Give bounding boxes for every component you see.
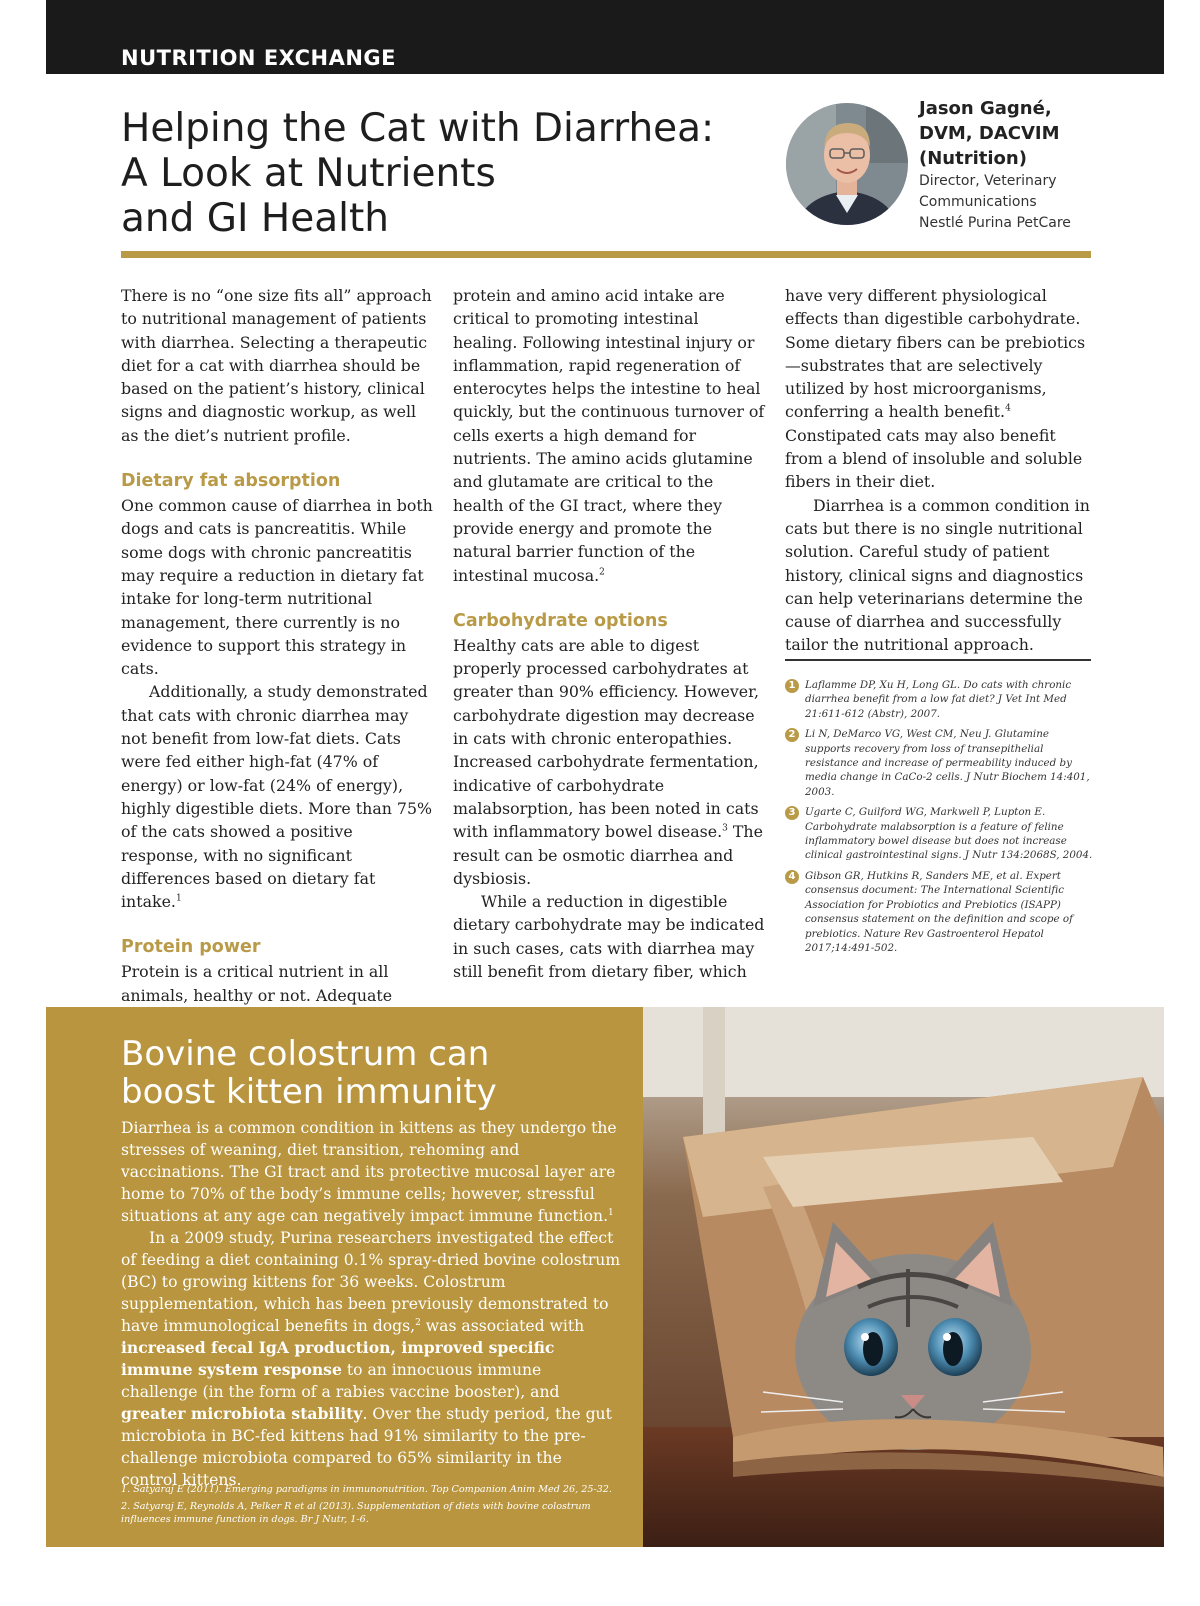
article-column-1 xyxy=(121,284,433,1007)
reference-item xyxy=(785,727,1095,799)
sidebar-text: to an innocuous immune challenge (in the form of a rabies vaccine booster), and xyxy=(121,1361,560,1401)
article-headline xyxy=(121,106,761,241)
sidebar-title-line: boost kitten immunity xyxy=(121,1072,497,1112)
author-photo xyxy=(786,103,908,225)
reference-number-badge: 4 xyxy=(785,870,799,884)
references-list xyxy=(785,678,1095,961)
sidebar-references xyxy=(121,1483,621,1530)
reference-marker: 4 xyxy=(1005,404,1011,415)
body-paragraph: One common cause of diarrhea in both dogs and cats is pancreatitis. While some dogs with chronic pancreatitis may require a reduction in dietary fat intake for long-term nutritional management, there currently is no evidence to support this strategy in cats. xyxy=(121,496,433,679)
sidebar-paragraph xyxy=(121,1227,621,1491)
reference-number-badge: 3 xyxy=(785,806,799,820)
reference-item xyxy=(785,805,1095,863)
reference-number-badge: 1 xyxy=(785,679,799,693)
sidebar-bold-text: greater microbiota stability xyxy=(121,1404,363,1423)
reference-marker: 1 xyxy=(608,1207,614,1218)
section-label: NUTRITION EXCHANGE xyxy=(121,46,396,70)
sidebar-reference-item: 1. Satyaraj E (2011). Emerging paradigms in immunonutrition. Top Companion Anim Med 26, 25-32. xyxy=(121,1484,612,1495)
reference-text: Ugarte C, Guilford WG, Markwell P, Lupton E. Carbohydrate malabsorption is a feature of feline inflammatory bowel disease but does not increase clinical gastrointestinal signs. J Nutr 134:2068S, 2004. xyxy=(805,806,1093,862)
author-role-line: Nestlé Purina PetCare xyxy=(919,215,1071,231)
sidebar-bold-text: increased fecal IgA production, improved specific immune system response xyxy=(121,1338,555,1379)
headline-line: A Look at Nutrients xyxy=(121,151,496,196)
sidebar-body xyxy=(121,1117,621,1491)
reference-text: Li N, DeMarco VG, West CM, Neu J. Glutamine supports recovery from loss of transepithelial resistance and increase of permeability induced by media change in CaCo-2 cells. J Nutr Biochem 14:401, 2003. xyxy=(805,728,1090,798)
sidebar-text: . Over the study period, the gut microbiota in BC-fed kittens had 91% similarity to the pre-challenge microbiota compared to 65% similarity in the control kittens. xyxy=(121,1405,612,1489)
sidebar-text: Diarrhea is a common condition in kittens as they undergo the stresses of weaning, diet transition, rehoming and vaccinations. The GI tract and its protective mucosal layer are home to 70% of the body’s immune cells; however, stressful situations at any age can negatively impact immune function. xyxy=(121,1119,617,1225)
sidebar-paragraph xyxy=(121,1117,621,1227)
author-name xyxy=(919,96,1119,171)
title-divider xyxy=(121,251,1091,258)
reference-marker: 2 xyxy=(599,567,605,578)
sidebar-text: was associated with xyxy=(420,1317,585,1335)
body-text: The result can be osmotic diarrhea and dysbiosis. xyxy=(453,822,763,888)
sidebar-title-line: Bovine colostrum can xyxy=(121,1034,490,1074)
sidebar-text: In a 2009 study, Purina researchers investigated the effect of feeding a diet containing 0.1% spray-dried bovine colostrum (BC) to growing kittens for 36 weeks. Colostrum supplementation, which has been previously demonstrated to have immunological benefits in dogs, xyxy=(121,1229,621,1335)
sidebar-reference-item: 2. Satyaraj E, Reynolds A, Pelker R et al (2013). Supplementation of diets with bovine colostrum influences immune function in dogs. Br J Nutr, 1-6. xyxy=(121,1500,591,1525)
intro-paragraph: There is no “one size fits all” approach to nutritional management of patients with diarrhea. Selecting a therapeutic diet for a cat with diarrhea should be based on the patient’s history, clinical signs and diagnostic workup, as well as the diet’s nutrient profile. xyxy=(121,286,432,445)
body-text: have very different physiological effects than digestible carbohydrate. Some dietary fibers can be prebiotics—substrates that are selectively utilized by host microorganisms, conferring a health benefit. xyxy=(785,286,1086,422)
body-paragraph xyxy=(453,284,765,587)
sidebar-section xyxy=(46,1007,1164,1547)
body-text: Additionally, a study demonstrated that cats with chronic diarrhea may not benefit from low-fat diets. Cats were fed either high-fat (47% of energy) or low-fat (24% of energy), highly digestible diets. More than 75% of the cats showed a positive response, with no significant differences based on dietary fat intake. xyxy=(121,682,433,912)
author-name-line: (Nutrition) xyxy=(919,148,1027,169)
article-column-2 xyxy=(453,284,765,983)
body-paragraph xyxy=(453,634,765,890)
reference-marker: 3 xyxy=(722,823,728,834)
body-paragraph xyxy=(785,284,1091,494)
heading-protein-power: Protein power xyxy=(121,937,261,958)
body-text: Constipated cats may also benefit from a blend of insoluble and soluble fibers in their diet. xyxy=(785,425,1083,492)
author-role-line: Director, Veterinary xyxy=(919,173,1057,189)
headline-line: and GI Health xyxy=(121,196,389,241)
author-role xyxy=(919,171,1149,234)
reference-marker: 1 xyxy=(175,893,182,904)
reference-item xyxy=(785,678,1095,721)
cat-photo xyxy=(643,1007,1164,1547)
conclusion-paragraph: Diarrhea is a common condition in cats but there is no single nutritional solution. Careful study of patient history, clinical signs and diagnostics can help veterinarians determine the cause of diarrhea and successfully tailor the nutritional approach. xyxy=(785,495,1090,655)
body-text: Healthy cats are able to digest properly processed carbohydrates at greater than 90% efficiency. However, carbohydrate digestion may decrease in cats with chronic enteropathies. Increased carbohydrate fermentation, indicative of carbohydrate malabsorption, has been noted in cats with inflammatory bowel disease. xyxy=(453,635,759,842)
body-paragraph: Protein is a critical nutrient in all animals, healthy or not. Adequate xyxy=(121,962,393,1005)
references-divider xyxy=(785,659,1091,661)
heading-carbohydrate-options: Carbohydrate options xyxy=(453,610,668,631)
reference-text: Laflamme DP, Xu H, Long GL. Do cats with chronic diarrhea benefit from a low fat diet? J Vet Int Med 21:611-612 (Abstr), 2007. xyxy=(805,679,1072,720)
author-name-line: Jason Gagné, xyxy=(919,98,1052,119)
heading-dietary-fat: Dietary fat absorption xyxy=(121,471,341,492)
sidebar-panel xyxy=(46,1007,643,1547)
article-column-3 xyxy=(785,284,1091,657)
sidebar-title xyxy=(121,1035,621,1111)
author-name-line: DVM, DACVIM xyxy=(919,123,1060,144)
body-text: protein and amino acid intake are critical to promoting intestinal healing. Following intestinal injury or inflammation, rapid regeneration of enterocytes helps the intestine to heal quickly, but the continuous turnover of cells exerts a high demand for nutrients. The amino acids glutamine and glutamate are critical to the health of the GI tract, where they provide energy and promote the natural barrier function of the intestinal mucosa. xyxy=(453,286,765,585)
reference-item xyxy=(785,869,1095,955)
author-role-line: Communications xyxy=(919,194,1037,210)
reference-number-badge: 2 xyxy=(785,728,799,742)
headline-line: Helping the Cat with Diarrhea: xyxy=(121,106,715,151)
reference-text: Gibson GR, Hutkins R, Sanders ME, et al. Expert consensus document: The International Scientific Association for Probiotics and Prebiotics (ISAPP) consensus statement on the definition and scope of prebiotics. Nature Rev Gastroenterol Hepatol 2017;14:491-502. xyxy=(805,869,1073,954)
reference-marker: 2 xyxy=(415,1317,421,1328)
body-paragraph xyxy=(121,680,433,913)
body-paragraph: While a reduction in digestible dietary carbohydrate may be indicated in such cases, cats with diarrhea may still benefit from dietary fiber, which xyxy=(453,892,765,982)
